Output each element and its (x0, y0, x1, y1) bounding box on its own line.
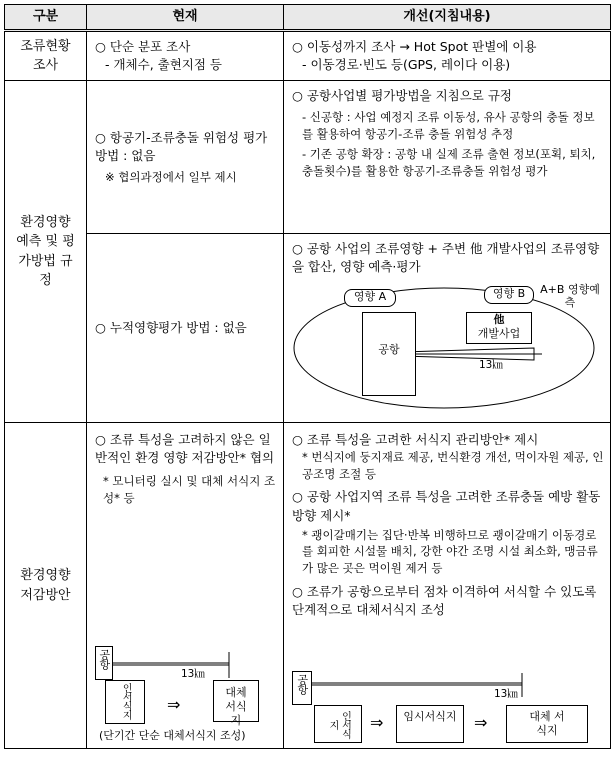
impact-ab-label: A+B 영향예측 (540, 283, 600, 309)
improved-cumulative (284, 234, 611, 423)
temp-habitat-box: 임시서식지 (396, 705, 464, 743)
header-row (5, 5, 611, 31)
text-line: ○ 조류 특성을 고려하지 않은 일반적인 환경 영향 저감방안* 협의 (95, 432, 275, 466)
text-line: ○ 조류가 공항으로부터 점차 이격하여 서식할 수 있도록 단계적으로 대체서식지 조성 (292, 583, 597, 617)
improved-habitat-diagram (284, 671, 611, 748)
current-risk-method (87, 81, 284, 234)
text-note: * 괭이갈매기는 집단·반복 비행하므로 괭이갈매기 이동경로를 회피한 시설물 배치, 강한 야간 조명 시설 최소화, 맹금류가 많은 곳은 먹이원 제거 등 (302, 527, 598, 576)
text-line: - 이동경로·빈도 등(GPS, 레이다 이용) (302, 57, 511, 73)
arrow-icon: ⇒ (474, 713, 488, 732)
text-line: ○ 조류 특성을 고려한 서식지 관리방안* 제시 (292, 432, 539, 447)
row-prediction (5, 81, 611, 234)
habitat-box: 인서식지 (314, 705, 362, 743)
comparison-table (4, 4, 611, 749)
header-improved: 개선(지침내용) (284, 5, 611, 31)
header-current: 현재 (87, 5, 284, 31)
text-note: ※ 협의과정에서 일부 제시 (105, 169, 237, 184)
current-cumulative (87, 234, 284, 423)
habitat-box: 인서식지 (105, 680, 145, 724)
text-note: * 모니터링 실시 및 대체 서식지 조성* 등 (103, 474, 276, 505)
row-mitigation (5, 423, 611, 749)
current-habitat-diagram (87, 638, 284, 748)
row-bird-survey (5, 31, 611, 81)
text-line: - 기존 공항 확장 : 공항 내 실제 조류 출현 정보(포획, 퇴치, 충돌횟수)를 활용한 항공기-조류충돌 위험성 평가 (302, 147, 596, 179)
alt-habitat-box: 대체 서식지 (506, 705, 588, 743)
cumulative-diagram (284, 284, 611, 422)
other-dev-box: 他 개발사업 (466, 312, 532, 344)
text-line: ○ 누적영향평가 방법 : 없음 (95, 319, 247, 335)
row-label-mitigation: 환경영향 저감방안 (5, 423, 87, 749)
impact-a-label: 영향 A (344, 289, 396, 307)
distance-label: 13㎞ (181, 668, 205, 680)
text-line: ○ 단순 분포 조사 (95, 39, 191, 54)
text-line: ○ 공항 사업지역 조류 특성을 고려한 조류충돌 예방 활동방향 제시* (292, 489, 601, 523)
text-line: ○ 공항사업별 평가방법을 지침으로 규정 (292, 88, 513, 103)
airport-box: 공항 (292, 671, 312, 705)
text-line: - 개체수, 출현지점 등 (105, 57, 223, 73)
improved-mitigation (284, 423, 611, 749)
text-line: ○ 공항 사업의 조류영향 + 주변 他 개발사업의 조류영향을 합산, 영향 예측·평가 (292, 241, 600, 275)
row-cumulative (5, 234, 611, 423)
alt-habitat-box: 대체 서식지 (213, 680, 259, 722)
row-label-prediction: 환경영향 예측 및 평가방법 규정 (5, 81, 87, 423)
arrow-icon: ⇒ (167, 695, 181, 714)
caption: (단기간 단순 대체서식지 조성) (99, 729, 246, 742)
text-line: - 신공항 : 사업 예정지 조류 이동성, 유사 공항의 충돌 정보를 활용하여 항공기-조류 충돌 위험성 추정 (302, 110, 595, 141)
improved-survey (284, 31, 611, 81)
header-category: 구분 (5, 5, 87, 31)
airport-box: 공항 (95, 646, 113, 680)
text-line: ○ 항공기-조류충돌 위험성 평가방법 : 없음 (95, 129, 268, 163)
impact-b-label: 영향 B (484, 286, 534, 304)
improved-risk-method (284, 81, 611, 234)
row-label-survey: 조류현황 조사 (5, 31, 87, 81)
distance-label: 13㎞ (494, 688, 518, 700)
current-survey (87, 31, 284, 81)
airport-box: 공항 (362, 312, 416, 396)
text-line: ○ 이동성까지 조사 → Hot Spot 판별에 이용 (292, 39, 537, 54)
text-note: * 번식지에 둥지재료 제공, 번식환경 개선, 먹이자원 제공, 인공조명 조절 등 (302, 450, 604, 481)
arrow-icon: ⇒ (370, 713, 384, 732)
current-mitigation (87, 423, 284, 749)
distance-label: 13㎞ (479, 359, 503, 371)
